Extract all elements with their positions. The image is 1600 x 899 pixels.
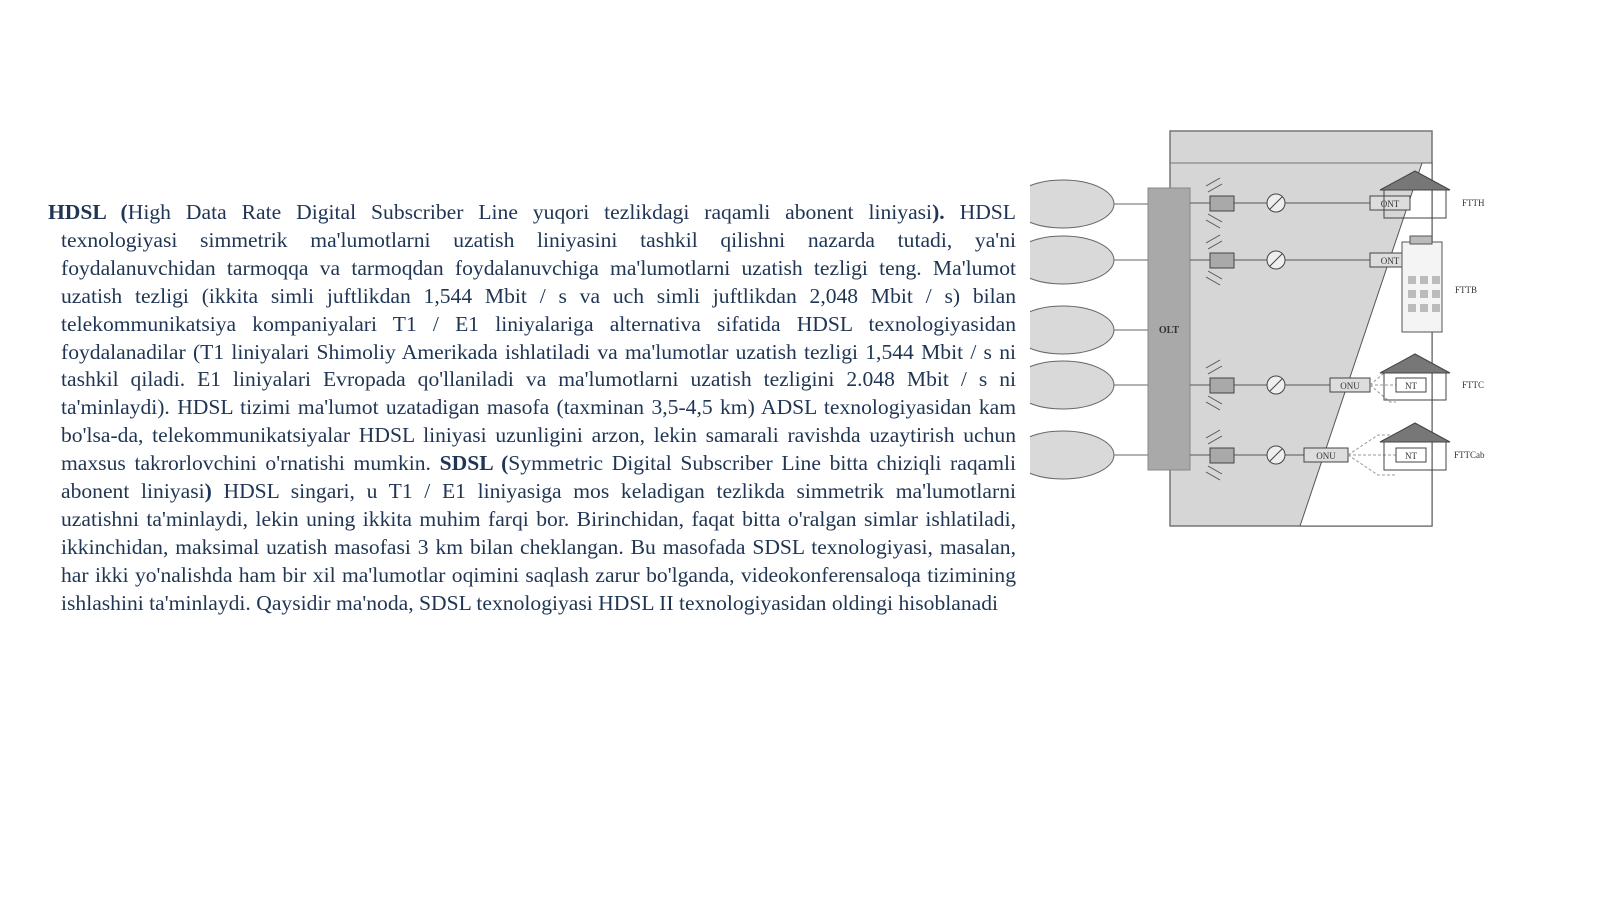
splitter-box (1210, 378, 1234, 393)
nt-label: NT (1405, 451, 1417, 461)
splitter-box (1210, 253, 1234, 268)
ont-label: ONT (1380, 256, 1400, 266)
splitter-box (1210, 448, 1234, 463)
building-icon (1402, 236, 1442, 332)
client-ellipse (1030, 180, 1114, 228)
splitter-box (1210, 196, 1234, 211)
nt-label: NT (1405, 381, 1417, 391)
sdsl-definition: Symmetric Digital Subscriber Line bitta chiziqli raqamli abonent liniyasi (61, 451, 1017, 504)
onu-label: ONU (1316, 451, 1336, 461)
client-ellipse (1030, 361, 1114, 409)
paragraph-text (48, 199, 1016, 618)
ont-label: ONT (1380, 199, 1400, 209)
main-paragraph (48, 199, 1016, 618)
client-ellipse (1030, 236, 1114, 284)
fttx-diagram-svg (1030, 126, 1530, 546)
service-label-fttb: FTTB (1455, 285, 1478, 295)
service-label-fttcab: FTTCab (1454, 450, 1485, 460)
onu-label: ONU (1340, 381, 1360, 391)
service-label-fttc: FTTC (1462, 380, 1485, 390)
hdsl-term: HDSL ( (48, 200, 128, 224)
sdsl-close: ) (204, 479, 212, 504)
hdsl-body: HDSL texnologiyasi simmetrik ma'lumotlarni uzatish liniyasini tashkil qilishni nazarda tutadi, ya'ni foydalanuvchidan tarmoqqa va tarmoqdan foydalanuvchiga ma'lumotlarni uzatish tezligi teng. Ma'lumot uzatish tezligi (ikkita simli juftlikdan 1,544 Mbit / s va uch simli juftlikdan 2,048 Mbit / s) bilan telekommunikatsiya kompaniyalari T1 / E1 liniyalariga alternativa sifatida HDSL texnologiyasidan foydalanadilar (T1 liniyalari Shimoliy Amerikada ishlatiladi va ma'lumotlar uzatish tezligi 1,544 Mbit / s ni tashkil qiladi. E1 liniyalari Evropada qo'llaniladi va ma'lumotlarni uzatish tezligini 2.048 Mbit / s ni ta'minlaydi). HDSL tizimi ma'lumot uzatadigan masofa (taxminan 3,5-4,5 km) ADSL texnologiyasidan kam bo'lsa-da, telekommunikatsiyalar HDSL liniyasi uzunligini arzon, lekin samarali ravishda uzaytirish uchun maxsus takrorlovchini o'rnatishi mumkin. (61, 200, 1016, 476)
sdsl-term: SDSL ( (439, 451, 509, 476)
hdsl-close: ). (932, 200, 945, 224)
olt-label: OLT (1158, 325, 1180, 336)
hdsl-definition: High Data Rate Digital Subscriber Line yuqori tezlikdagi raqamli abonent liniyasi (127, 200, 933, 224)
service-label-ftth: FTTH (1462, 198, 1485, 208)
fttx-diagram (1030, 126, 1530, 546)
sdsl-body: HDSL singari, u T1 / E1 liniyasiga mos keladigan tezlikda simmetrik ma'lumotlarni uzatishni ta'minlaydi, lekin uning ikkita muhim farqi bor. Birinchidan, faqat bitta o'ralgan simlar ishlatiladi, ikkinchidan, maksimal uzatish masofasi 3 km bilan cheklangan. Bu masofada SDSL texnologiyasi, masalan, har ikki yo'nalishda ham bir xil ma'lumotlar oqimini saqlash zarur bo'lganda, videokonferensaloqa tizimining ishlashini ta'minlaydi. Qaysidir ma'noda, SDSL texnologiyasi HDSL II texnologiyasidan oldingi hisoblanadi (61, 479, 1016, 615)
client-ellipse (1030, 306, 1114, 354)
client-ellipse (1030, 431, 1114, 479)
